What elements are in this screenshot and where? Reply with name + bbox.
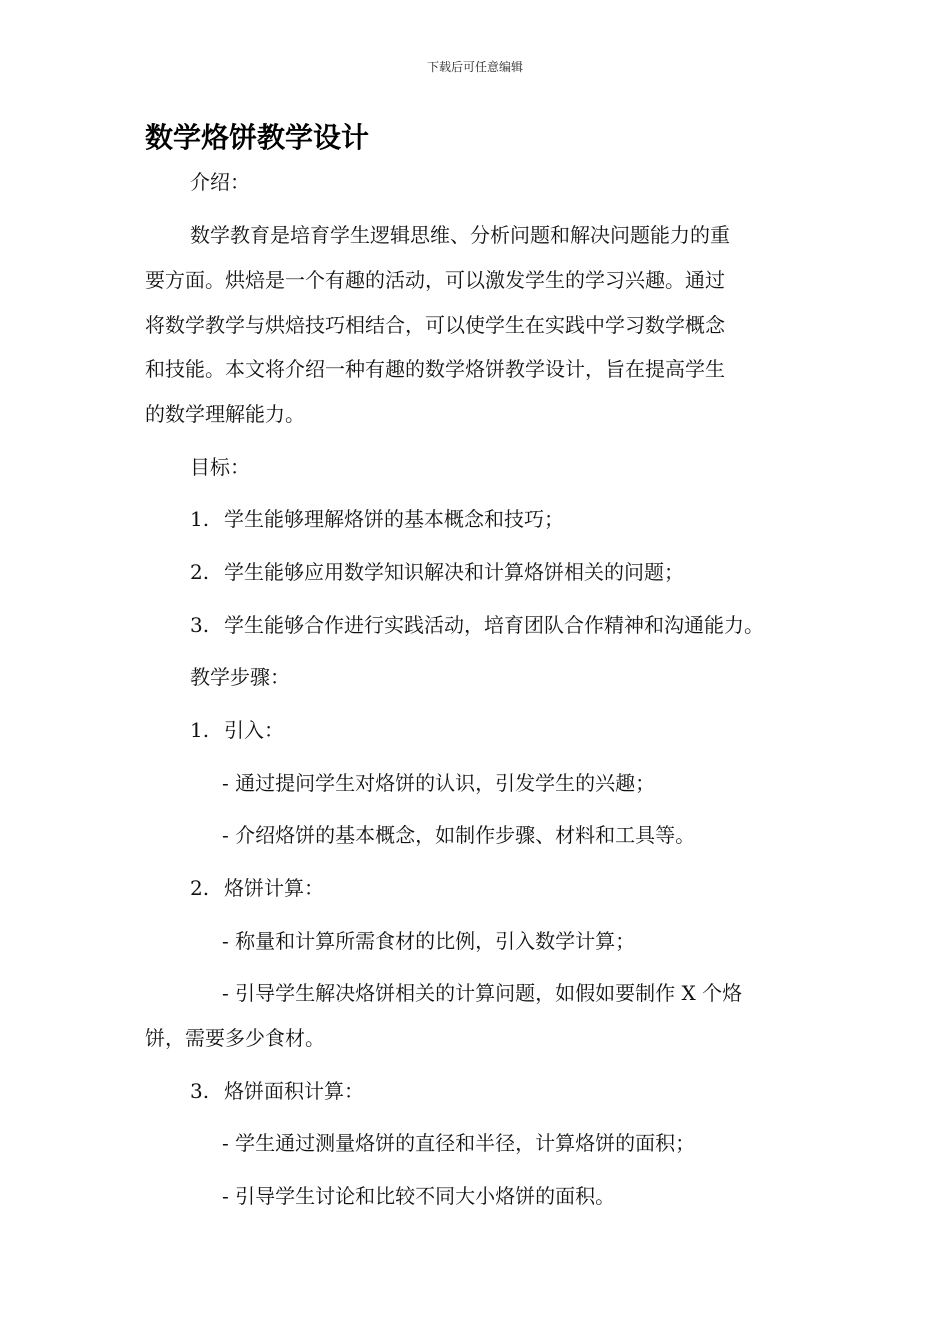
step-sub-item: - 引导学生讨论和比较不同大小烙饼的面积。 [222,1184,616,1208]
goal-item [190,611,764,639]
goal-text: 学生能够合作进行实践活动，培育团队合作精神和沟通能力。 [224,613,764,637]
step-sub-item: - 通过提问学生对烙饼的认识，引发学生的兴趣； [222,771,656,795]
intro-line: 数学教育是培育学生逻辑思维、分析问题和解决问题能力的重 [190,223,730,247]
goal-number: 1. [190,507,210,531]
step-item [190,874,324,902]
steps-heading: 教学步骤： [190,665,290,689]
step-text: 烙饼面积计算： [224,1079,364,1103]
intro-line: 将数学教学与烘焙技巧相结合，可以使学生在实践中学习数学概念 [145,313,725,337]
step-text: 烙饼计算： [224,876,324,900]
goal-text: 学生能够应用数学知识解决和计算烙饼相关的问题； [224,560,684,584]
goal-item [190,558,684,586]
goal-text: 学生能够理解烙饼的基本概念和技巧； [224,507,564,531]
intro-line: 的数学理解能力。 [145,402,305,426]
goal-item [190,505,564,533]
step-sub-item: - 称量和计算所需食材的比例，引入数学计算； [222,929,636,953]
step-item [190,716,284,744]
step-sub-item: - 介绍烙饼的基本概念，如制作步骤、材料和工具等。 [222,823,696,847]
step-text: 引入： [224,718,284,742]
step-sub-item: - 引导学生解决烙饼相关的计算问题，如假如要制作 X 个烙 [222,981,743,1005]
goal-number: 3. [190,613,210,637]
header-note: 下载后可任意编辑 [426,60,523,74]
intro-line: 和技能。本文将介绍一种有趣的数学烙饼教学设计，旨在提高学生 [145,357,725,381]
step-sub-item: - 学生通过测量烙饼的直径和半径，计算烙饼的面积； [222,1131,696,1155]
step-number: 2. [190,876,210,900]
step-item [190,1077,364,1105]
document-title: 数学烙饼教学设计 [145,121,370,154]
intro-line: 要方面。烘焙是一个有趣的活动，可以激发学生的学习兴趣。通过 [145,268,725,292]
intro-heading: 介绍： [190,170,250,194]
step-number: 1. [190,718,210,742]
goal-number: 2. [190,560,210,584]
step-number: 3. [190,1079,210,1103]
step-sub-continuation: 饼，需要多少食材。 [145,1026,325,1050]
goals-heading: 目标： [190,455,250,479]
